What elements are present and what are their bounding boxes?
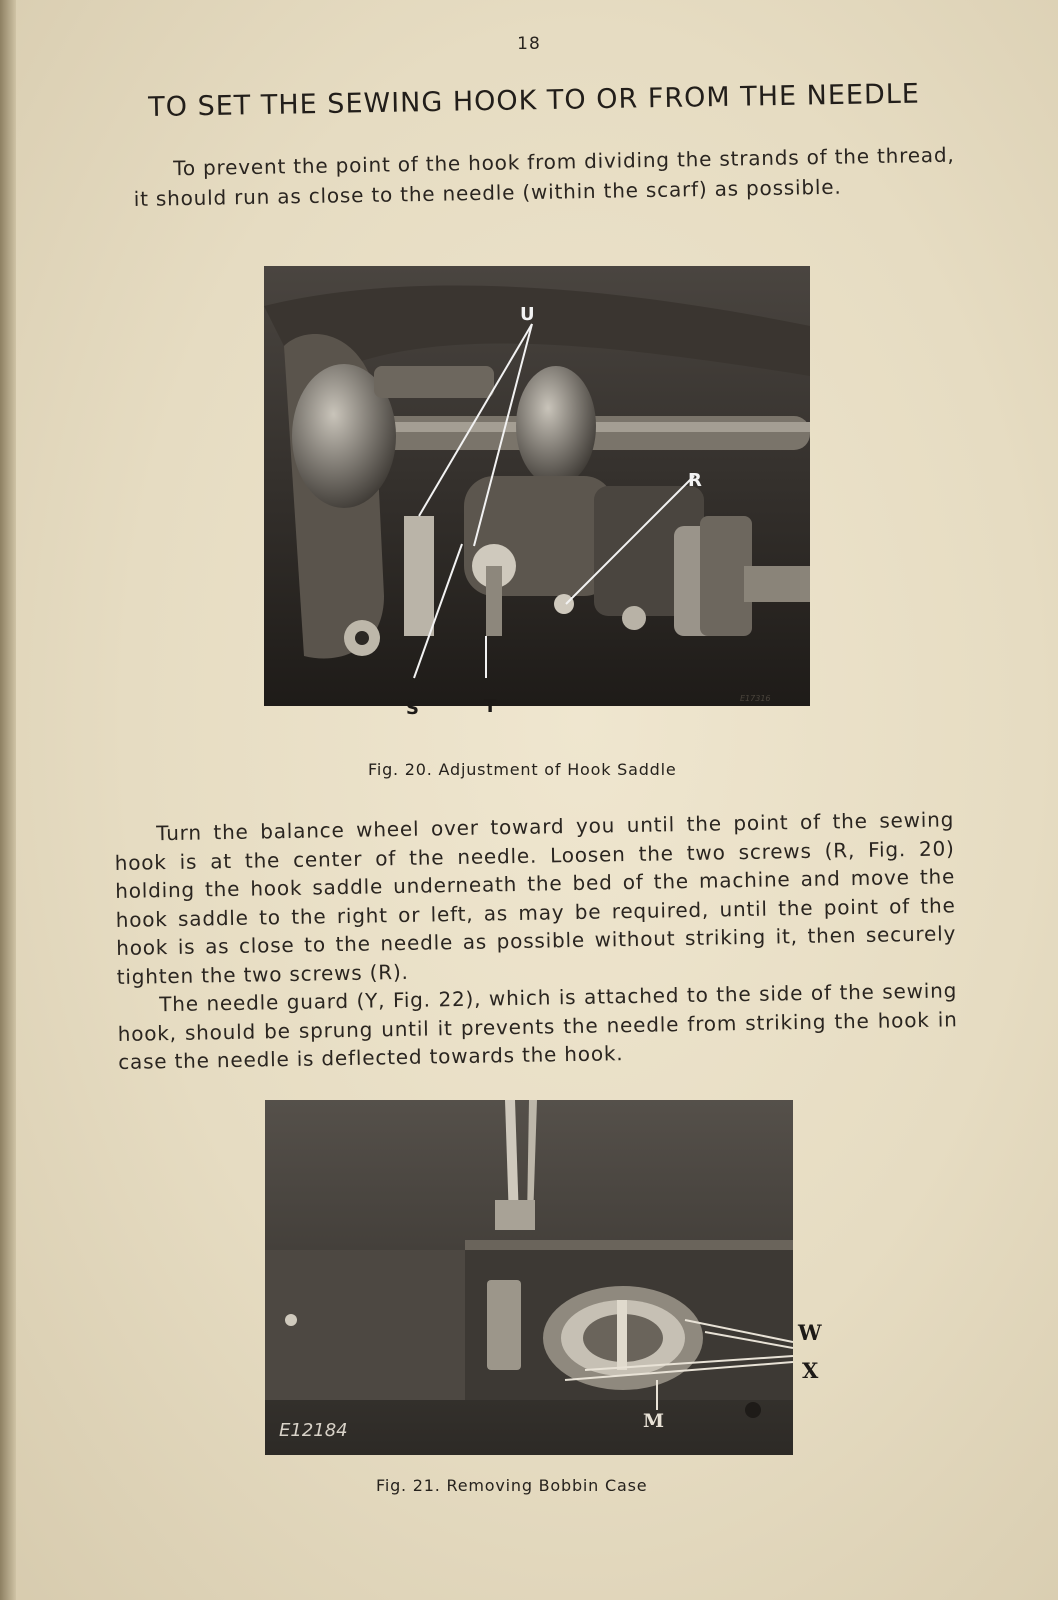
bobbin-case-illustration [265,1100,793,1455]
hook-saddle-illustration [264,266,810,706]
figure-20-code: E17316 [740,694,771,703]
instructions-text [114,805,958,1076]
figure-20-label-t: T [484,696,497,717]
figure-20-label-s: S [406,698,419,719]
figure-21-photo [265,1100,793,1455]
page-number: 18 [517,34,541,54]
figure-21-label-x: X [802,1358,819,1383]
intro-paragraph: To prevent the point of the hook from dividing the strands of the thread, it should run as close to the needle (within the scarf) as possible. [133,142,955,211]
figure-20-caption: Fig. 20. Adjustment of Hook Saddle [368,760,677,779]
page-heading: TO SET THE SEWING HOOK TO OR FROM THE NEEDLE [148,78,921,123]
instructions-paragraph-1: Turn the balance wheel over toward you until the point of the sewing hook is at the center of the needle. Loosen the two screws (R, Fig. 20) holding the hook saddle underneath the bed of the machine and move the hook saddle to the right or left, as may be required, until the point of the hook is as close to the needle as possible without striking it, then securely tighten the two screws (R). [114,807,957,989]
figure-21-label-w: W [798,1320,822,1345]
page-spine-shadow [0,0,16,1600]
figure-21-label-m: M [643,1410,665,1432]
figure-20-photo [264,266,810,706]
instructions-paragraph-2: The needle guard (Y, Fig. 22), which is attached to the side of the sewing hook, should be sprung until it prevents the needle from striking the hook in case the needle is deflected towards the hook. [117,978,958,1074]
figure-21-caption: Fig. 21. Removing Bobbin Case [376,1476,648,1495]
figure-20-label-r: R [688,470,702,491]
figure-20-label-u: U [520,304,535,325]
figure-21-code: E12184 [279,1420,348,1441]
